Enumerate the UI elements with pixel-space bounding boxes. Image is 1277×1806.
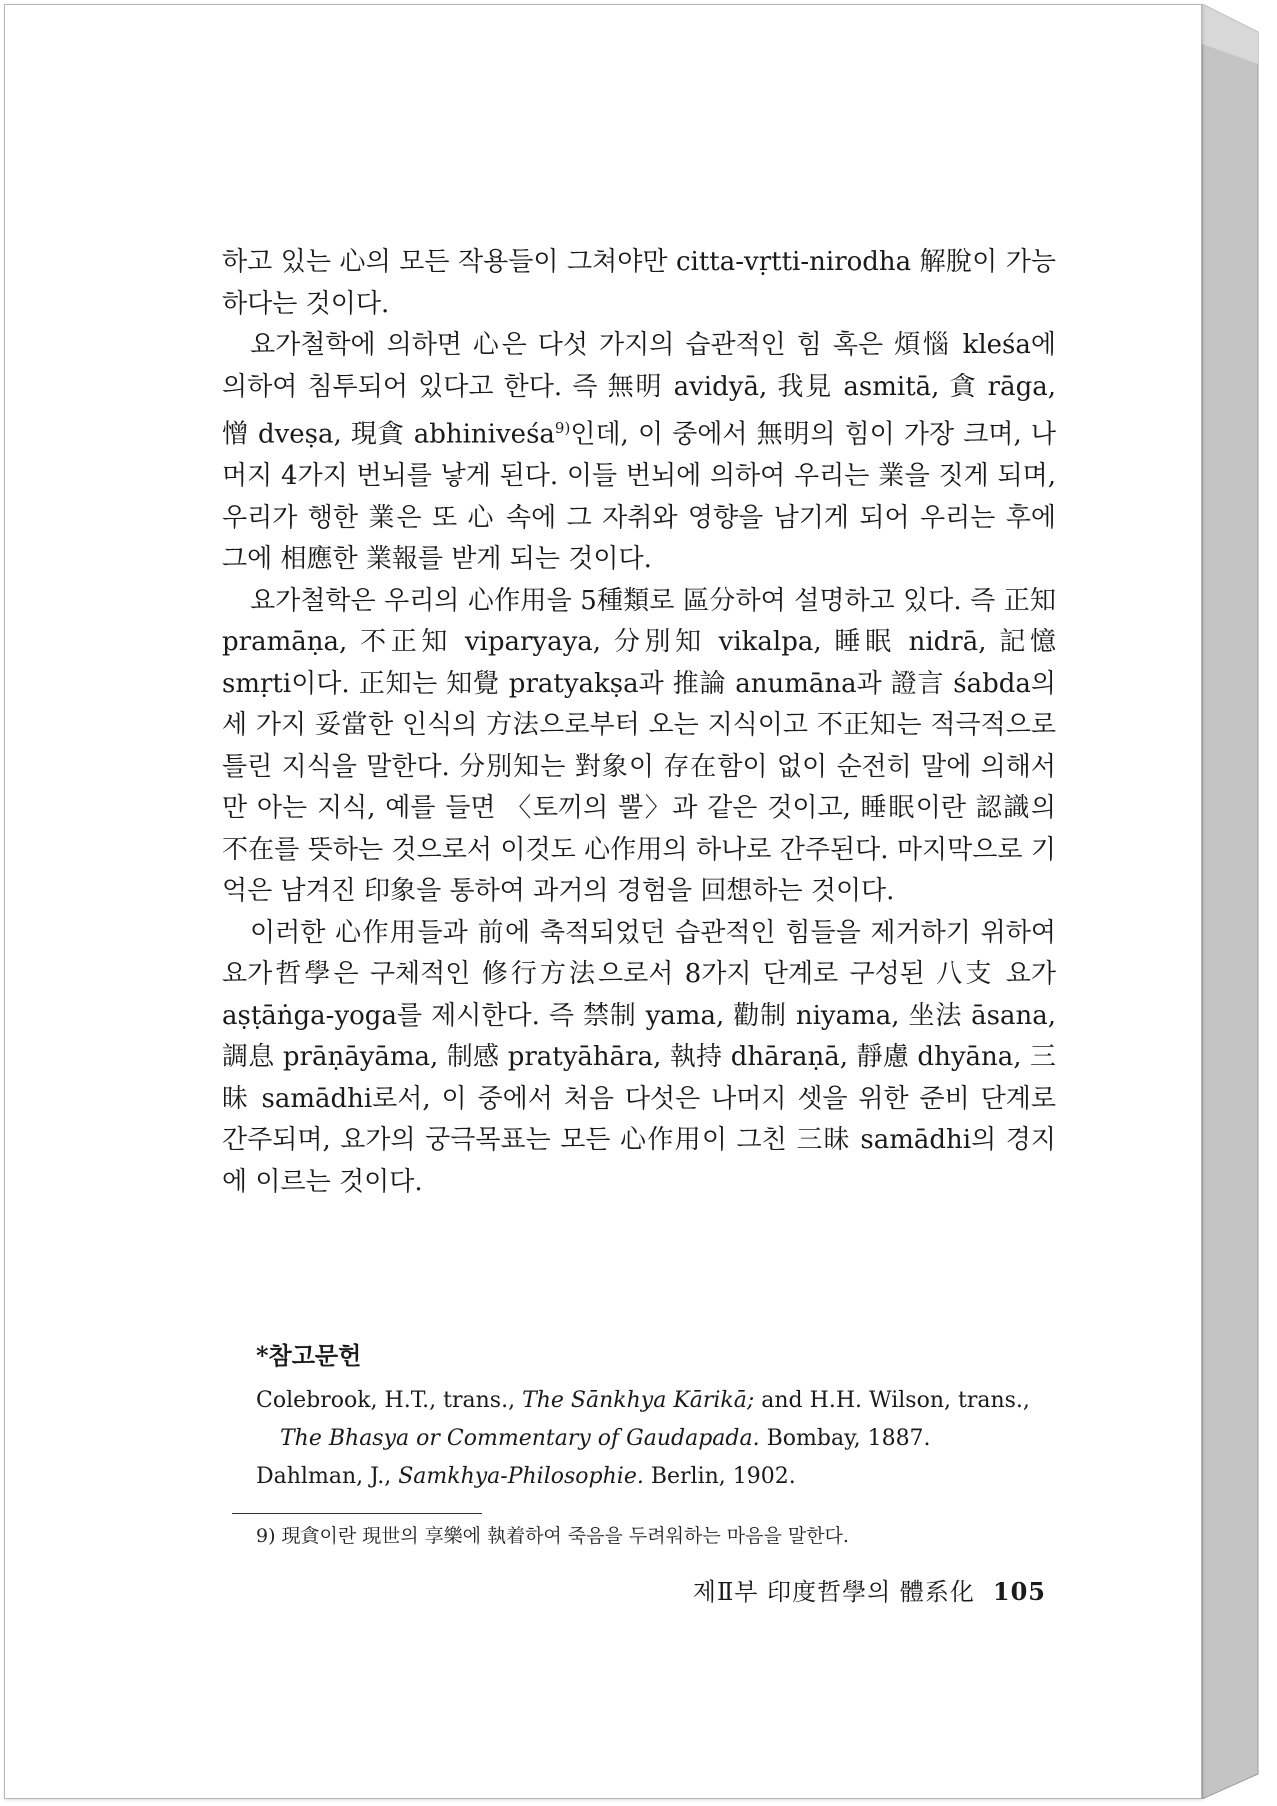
body-text <box>222 242 1056 1203</box>
references-title: *참고문헌 <box>256 1341 362 1370</box>
footnote-marker: 9) <box>554 419 571 437</box>
reference-text: Colebrook, H.T., trans., <box>256 1388 523 1413</box>
page-number: 105 <box>992 1577 1046 1606</box>
footnote-divider <box>232 1513 482 1514</box>
paragraph-2 <box>222 325 1056 581</box>
paragraph-2-part-2: 인데, 이 중에서 無明의 힘이 가장 크며, 나머지 4가지 번뇌를 낳게 된다. 이들 번뇌에 의하여 우리는 業을 짓게 되며, 우리가 행한 業은 또 心 속에 그 자취와 영향을 남기게 되어 우리는 후에 그에 相應한 業報를 받게 되는 것이다. <box>222 419 1056 575</box>
paragraph-4: 이러한 心作用들과 前에 축적되었던 습관적인 힘들을 제거하기 위하여 요가哲學은 구체적인 修行方法으로서 8가지 단계로 구성된 八支 요가 aṣṭāṅga-yoga를 제시한다. 즉 禁制 yama, 勸制 niyama, 坐法 āsana, 調息 prāṇāyāma, 制感 pratyāhāra, 執持 dhāraṇā, 靜慮 dhyāna, 三昧 samādhi로서, 이 중에서 처음 다섯은 나머지 셋을 위한 준비 단계로 간주되며, 요가의 궁극목표는 모든 心作用이 그친 三昧 samādhi의 경지에 이르는 것이다. <box>222 917 1056 1197</box>
paragraph-3: 요가철학은 우리의 心作用을 5種類로 區分하여 설명하고 있다. 즉 正知 pramāṇa, 不正知 viparyaya, 分別知 vikalpa, 睡眠 nidrā, 記憶 smṛti이다. 正知는 知覺 pratyakṣa과 推論 anumāna과 證言 śabda의 세 가지 妥當한 인식의 方法으로부터 오는 지식이고 不正知는 적극적으로 틀린 지식을 말한다. 分別知는 對象이 存在함이 없이 순전히 말에 의해서만 아는 지식, 예를 들면 〈토끼의 뿔〉과 같은 것이고, 睡眠이란 認識의 不在를 뜻하는 것으로서 이것도 心作用의 하나로 간주된다. 마지막으로 기억은 남겨진 印象을 통하여 과거의 경험을 回想하는 것이다. <box>222 585 1056 907</box>
reference-text: Berlin, 1902. <box>643 1464 796 1489</box>
reference-text: and H.H. Wilson, trans., <box>754 1388 1030 1413</box>
reference-text: Bombay, 1887. <box>759 1426 931 1451</box>
running-footer-section: 제Ⅱ부 印度哲學의 體系化 <box>692 1578 975 1606</box>
paragraph-1: 하고 있는 心의 모든 작용들이 그쳐야만 citta-vṛtti-nirodha 解脫이 가능하다는 것이다. <box>222 247 1056 319</box>
reference-item <box>256 1458 1056 1496</box>
reference-item <box>256 1382 1056 1458</box>
book-spine <box>1202 4 1270 1799</box>
references <box>256 1338 1056 1496</box>
paragraph-2-part-1: 요가철학에 의하면 心은 다섯 가지의 습관적인 힘 혹은 煩惱 kleśa에 의하여 침투되어 있다고 한다. 즉 無明 avidyā, 我見 asmitā, 貪 rāga, 憎 dveṣa, 現貪 abhiniveśa <box>222 330 1056 450</box>
running-footer <box>680 1574 1046 1610</box>
reference-title: Samkhya-Philosophie. <box>398 1464 644 1489</box>
reference-text: Dahlman, J., <box>256 1464 399 1489</box>
footnote: 9) 現貪이란 現世의 享樂에 執着하여 죽음을 두려워하는 마음을 말한다. <box>256 1525 849 1547</box>
reference-title: The Sānkhya Kārikā; <box>522 1388 755 1413</box>
reference-title: The Bhasya or Commentary of Gaudapada. <box>280 1426 760 1451</box>
